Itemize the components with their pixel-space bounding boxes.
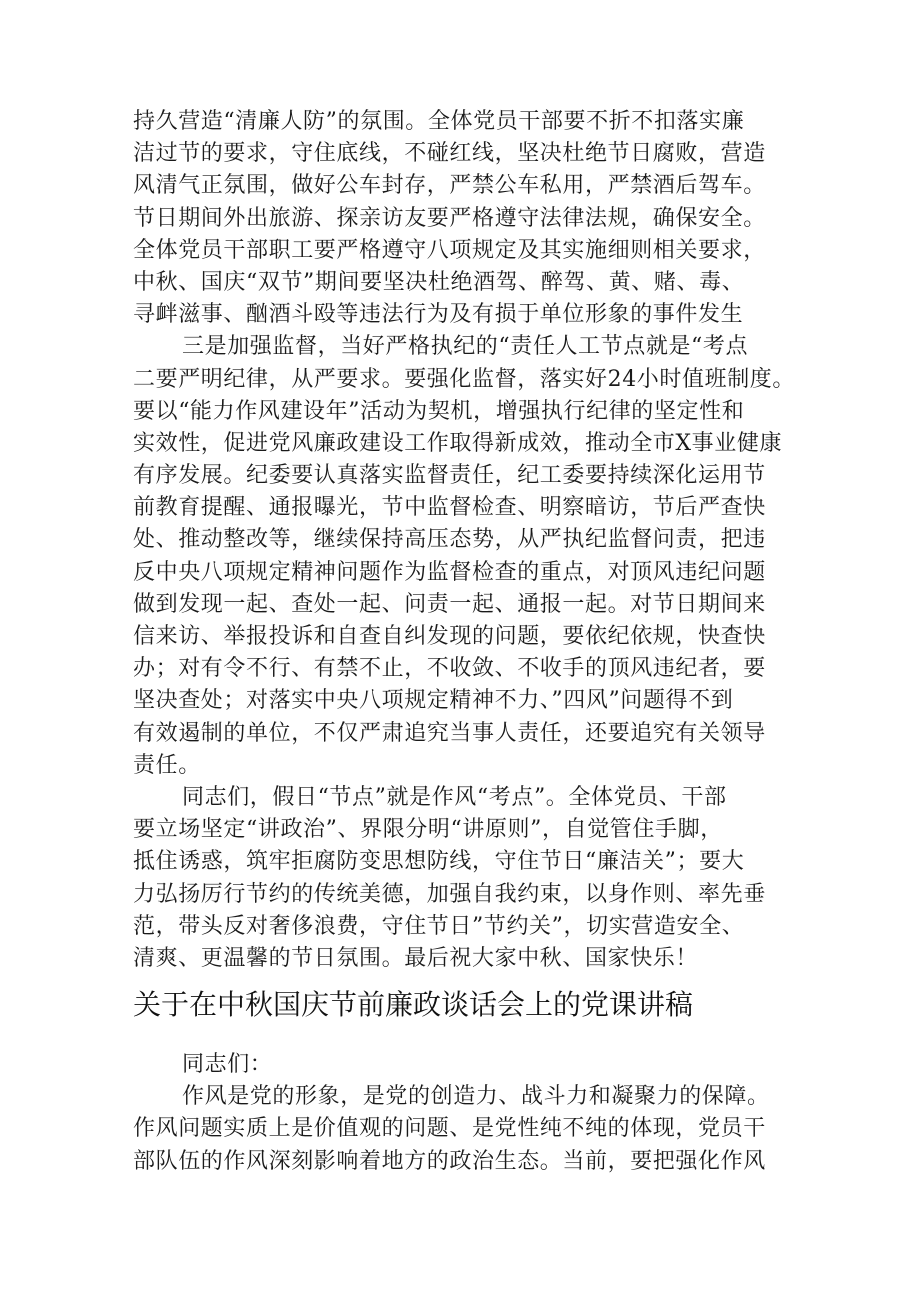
- text-line: 寻衅滋事、酗酒斗殴等违法行为及有损于单位形象的事件发生: [133, 302, 744, 328]
- text-line: 作风问题实质上是价值观的问题、是党性纯不纯的体现，党员干: [133, 1116, 766, 1142]
- text-line: 反中央八项规定精神问题作为监督检查的重点，对顶风违纪问题: [133, 559, 766, 585]
- text-line: 处、推动整改等，继续保持高压态势，从严执纪监督问责，把违: [133, 527, 766, 553]
- text-line: 有序发展。纪委要认真落实监督责任，纪工委要持续深化运用节: [133, 463, 766, 489]
- text-line: 清爽、更温馨的节日氛围。最后祝大家中秋、国家快乐！: [133, 945, 699, 971]
- text-line: 有效遏制的单位，不仅严肃追究当事人责任，还要追究有关领导: [133, 720, 766, 746]
- text-line: 前教育提醒、通报曝光，节中监督检查、明察暗访，节后严查快: [133, 495, 766, 521]
- text-line: 洁过节的要求，守住底线，不碰红线，坚决杜绝节日腐败，营造: [133, 141, 766, 167]
- text-line: 作风是党的形象，是党的创造力、战斗力和凝聚力的保障。: [182, 1084, 770, 1110]
- salutation: 同志们：: [182, 1052, 273, 1078]
- text-line: 实效性，促进党风廉政建设工作取得新成效，推动全市X事业健康: [133, 430, 783, 456]
- paragraph-closing: [133, 782, 793, 975]
- text-line: 力弘扬厉行节约的传统美德，加强自我约束，以身作则、率先垂: [133, 881, 766, 907]
- text-line: 做到发现一起、查处一起、问责一起、通报一起。对节日期间来: [133, 591, 766, 617]
- text-line: 责任。: [133, 752, 201, 778]
- document-body: [133, 106, 793, 1178]
- text-line: 持久营造“清廉人防”的氛围。全体党员干部要不折不扣落实廉: [133, 109, 745, 134]
- text-line: 抵住诱惑，筑牢拒腐防变思想防线，守住节日“廉洁关”；要大: [133, 849, 745, 875]
- text-line: 二要严明纪律，从严要求。要强化监督，落实好24小时值班制度。: [133, 366, 795, 392]
- text-line: 风清气正氛围，做好公车封存，严禁公车私用，严禁酒后驾车。: [133, 173, 766, 199]
- text-line: 中秋、国庆“双节”期间要坚决杜绝酒驾、醉驾、黄、赌、毒、: [133, 269, 745, 295]
- text-line: 信来访、举报投诉和自查自纠发现的问题，要依纪依规，快查快: [133, 624, 766, 649]
- text-line: 三是加强监督，当好严格执纪的“责任人工节点就是“考点: [182, 334, 749, 360]
- text-line: 要立场坚定“讲政治”、界限分明“讲原则”，自觉管住手脚，: [133, 817, 723, 843]
- text-line: 节日期间外出旅游、探亲访友要严格遵守法律法规，确保安全。: [133, 205, 766, 231]
- document-title: 关于在中秋国庆节前廉政谈话会上的党课讲稿: [133, 988, 694, 1022]
- paragraph-speech-opening: [133, 1049, 793, 1178]
- paragraph-continuation: [133, 106, 793, 331]
- text-line: 全体党员干部职工要严格遵守八项规定及其实施细则相关要求，: [133, 237, 766, 263]
- text-line: 坚决查处；对落实中央八项规定精神不力、”四风”问题得不到: [133, 688, 734, 714]
- text-line: 同志们，假日“节点”就是作风“考点”。全体党员、干部: [182, 784, 727, 810]
- text-line: 要以“能力作风建设年”活动为契机，增强执行纪律的坚定性和: [133, 398, 745, 424]
- text-line: 范，带头反对奢侈浪费，守住节日”节约关”，切实营造安全、: [133, 913, 745, 939]
- paragraph-supervision: [133, 331, 793, 782]
- text-line: 部队伍的作风深刻影响着地方的政治生态。当前，要把强化作风: [133, 1148, 766, 1174]
- text-line: 办；对有令不行、有禁不止，不收敛、不收手的顶风违纪者，要: [133, 656, 766, 682]
